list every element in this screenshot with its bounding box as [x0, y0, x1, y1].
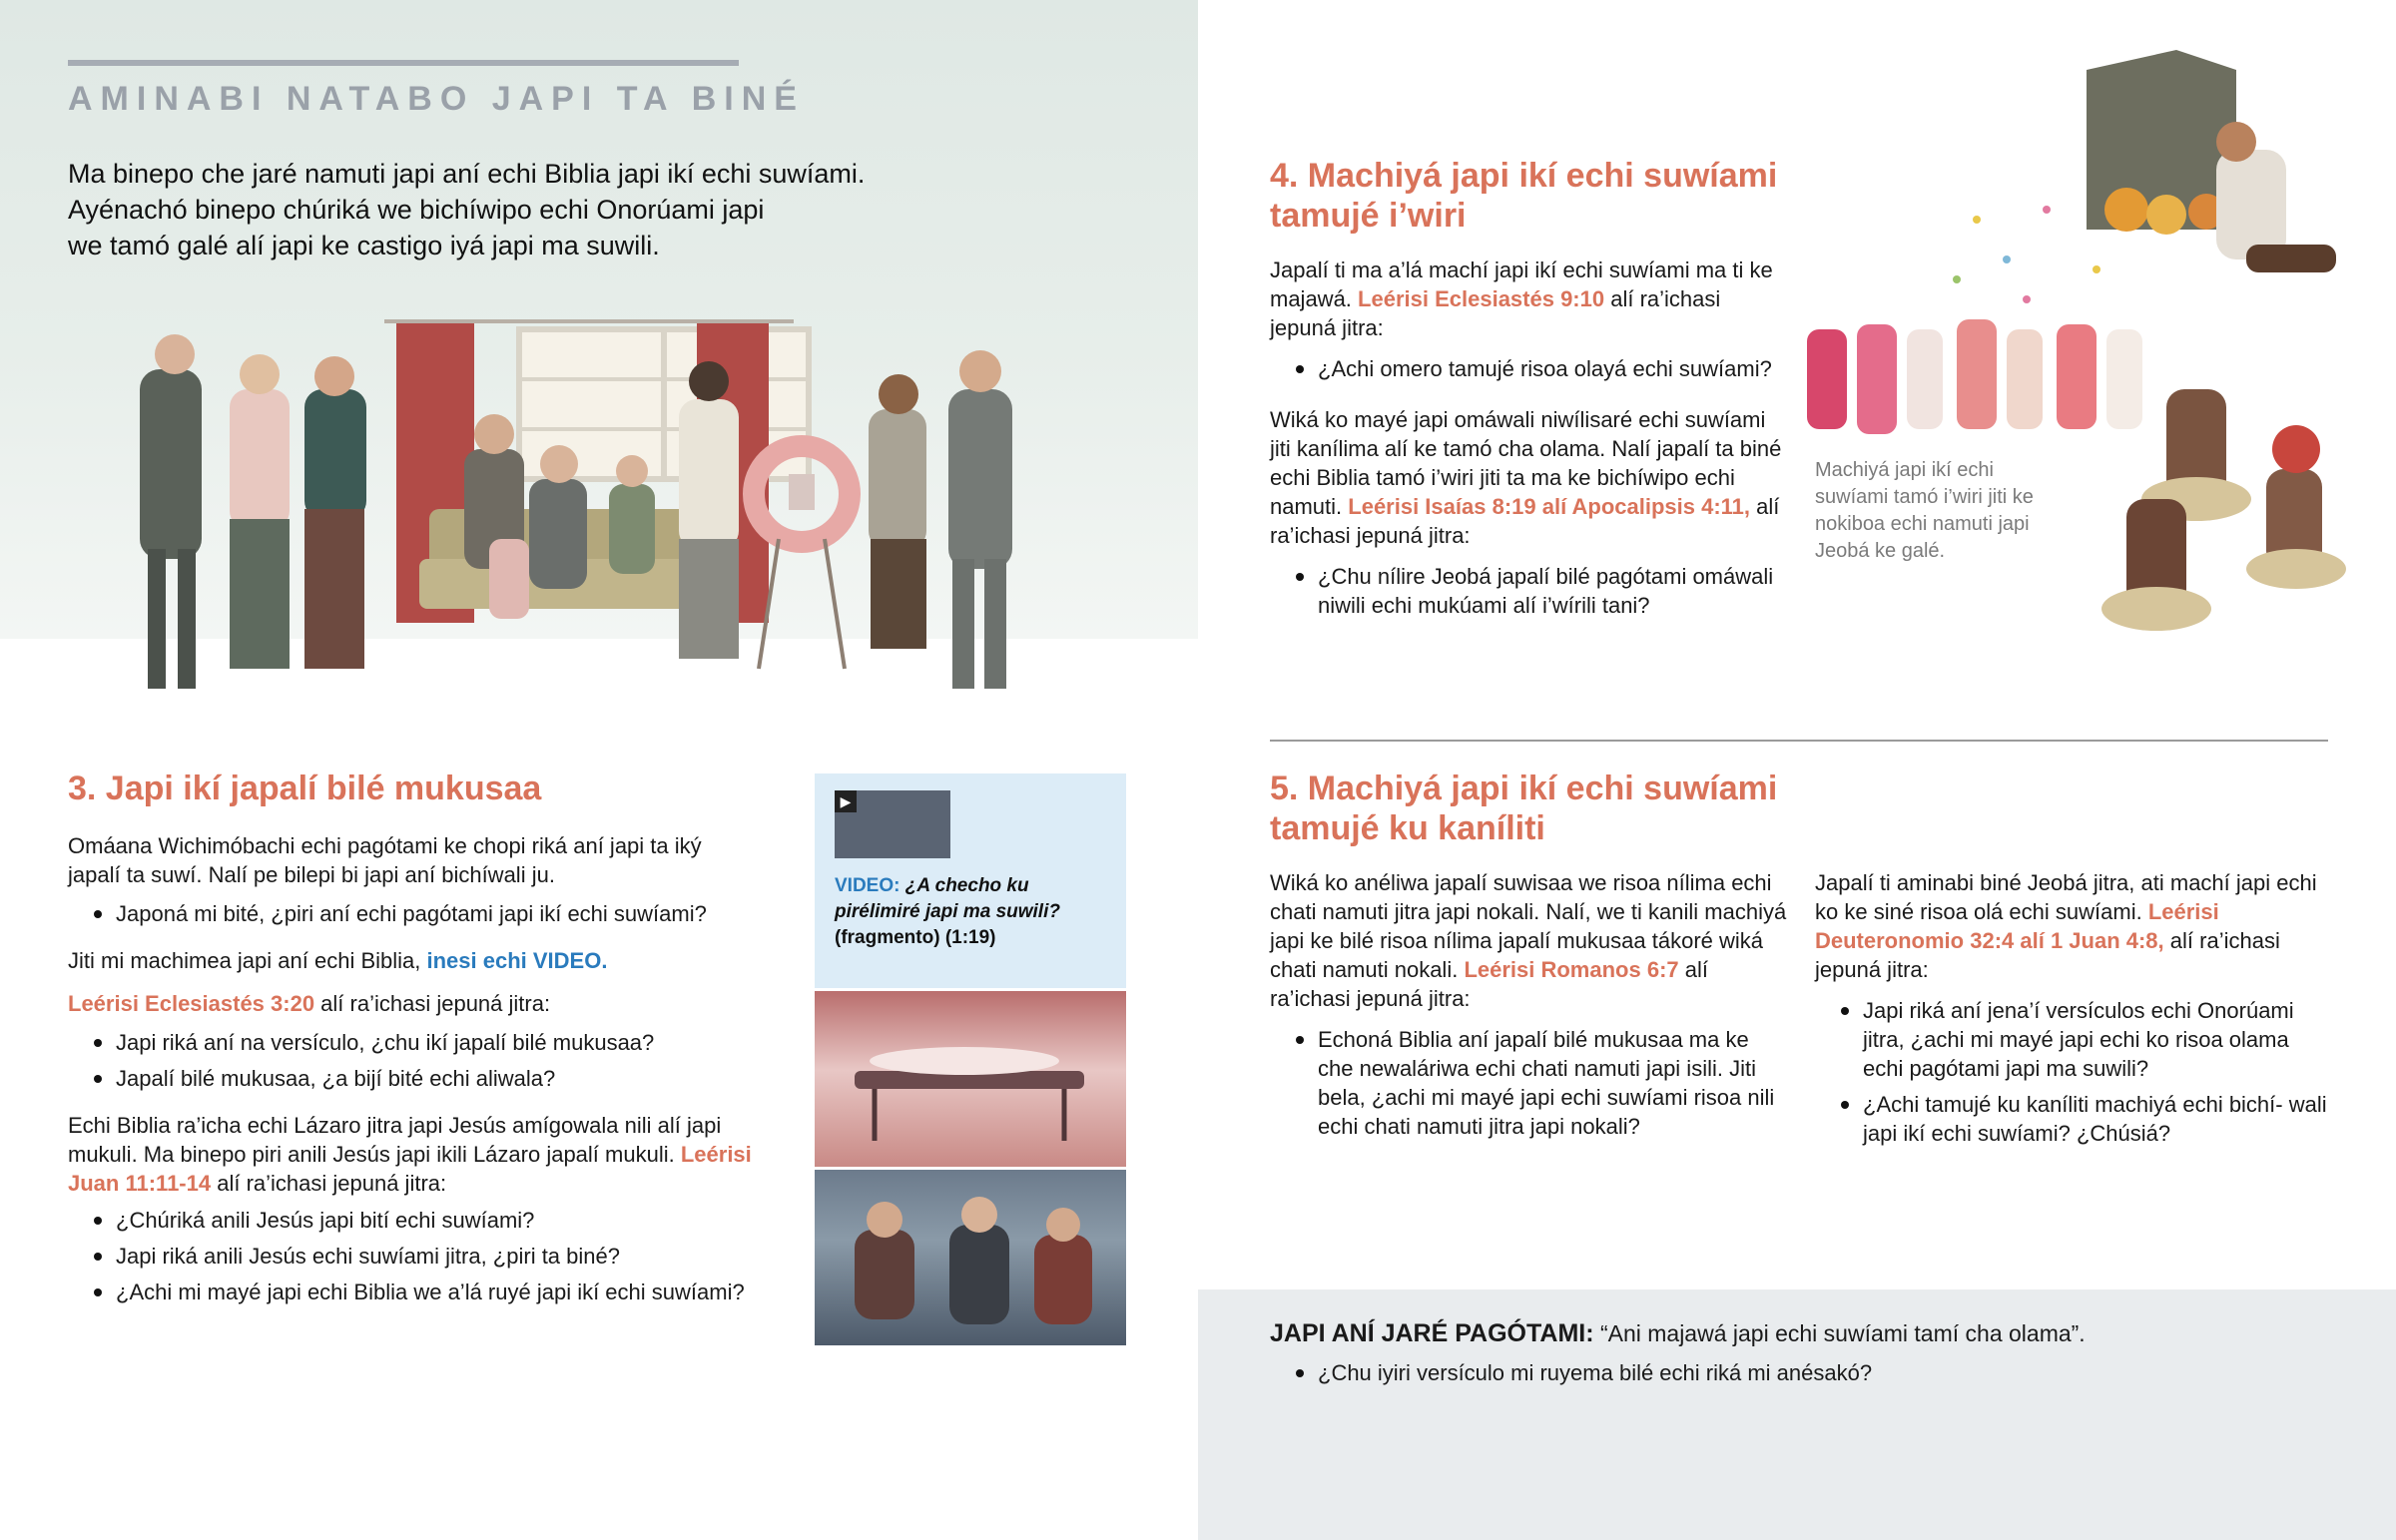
- paragraph: [1270, 868, 1789, 1013]
- question-item: ¿Achi tamujé ku kaníliti machiyá echi bichí- wali japi ikí echi suwíami? ¿Chúsiá?: [1815, 1090, 2334, 1148]
- intro-line: Ayénachó binepo chúriká we bichíwipo echi Onorúami japi: [68, 195, 765, 225]
- text: Japalí ti aminabi biné Jeobá jitra, ati machí japi echi ko ke siné risoa olá echi suwíami.: [1815, 870, 2317, 924]
- section-4-body: [1270, 256, 1789, 627]
- section-divider: [1270, 740, 2328, 742]
- paragraph: [1270, 256, 1789, 342]
- scripture-ref[interactable]: Leérisi Eclesiastés 3:20: [68, 991, 315, 1016]
- scripture-ref[interactable]: Leérisi Romanos 6:7: [1464, 957, 1679, 982]
- text: alí ra’ichasi jepuná jitra:: [314, 991, 551, 1016]
- section-3-title: 3. Japi ikí japalí bilé mukusaa: [68, 770, 542, 807]
- text: Japalí ti ma a’lá machí japi ikí echi suwíami ma ti ke majawá.: [1270, 257, 1773, 311]
- text: Wiká ko anéliwa japalí suwisaa we risoa nílima echi chati namuti jitra japi nokali. Nalí, we ti kanili machiyá japi ke bilé risoa nílima japalí mukusaa tákoré wiká chati namuti nokali.: [1270, 870, 1787, 982]
- intro-text: [68, 156, 966, 263]
- text: Jiti mi machimea japi aní echi Biblia,: [68, 948, 427, 973]
- video-prefix: VIDEO:: [835, 875, 905, 896]
- header-rule: [68, 60, 739, 66]
- scripture-ref[interactable]: Leérisi Eclesiastés 9:10: [1358, 286, 1605, 311]
- section-5-title: 5. Machiyá japi ikí echi suwíami tamujé ku kaníliti: [1270, 770, 1778, 847]
- paragraph: [68, 1111, 757, 1198]
- question-item: Japi riká aní na versículo, ¿chu ikí japalí bilé mukusaa?: [68, 1028, 757, 1057]
- objection-line: [1270, 1319, 2348, 1348]
- text: alí ra’ichasi jepuná jitra:: [1270, 957, 1708, 1011]
- question-item: ¿Chúriká anili Jesús japi bití echi suwíami?: [68, 1206, 757, 1235]
- scripture-ref[interactable]: Leérisi Juan 11:11-14: [68, 1142, 752, 1196]
- question-item: Echoná Biblia aní japalí bilé mukusaa ma ke che newaláriwa echi chati namuti japi isili. Jiti bela, ¿achi mi mayé japi echi suwíami risoa nili echi chati namuti jitra japi nokali?: [1270, 1025, 1789, 1141]
- video-thumbnail[interactable]: [835, 790, 950, 858]
- people-on-train-photo: [815, 1170, 1126, 1345]
- question-item: Japalí bilé mukusaa, ¿a bijí bité echi aliwala?: [68, 1064, 757, 1093]
- video-link[interactable]: inesi echi VIDEO.: [426, 948, 608, 973]
- scripture-ref[interactable]: Leérisi Isaías 8:19 alí Apocalipsis 4:11,: [1348, 494, 1751, 519]
- funeral-scene-illustration: [120, 309, 1078, 709]
- objection-content: [1270, 1319, 2348, 1394]
- text: Wiká ko mayé japi omáwali niwílisaré echi suwíami jiti kanílima alí ke tamó cha olama. Nalí japalí ta biné echi Biblia tamó i’wiri jiti ta ma ke bichíwipo echi namuti.: [1270, 407, 1782, 519]
- paragraph: [68, 989, 757, 1018]
- objection-label: JAPI ANÍ JARÉ PAGÓTAMI:: [1270, 1319, 1594, 1347]
- paragraph: [68, 946, 757, 975]
- paragraph: Omáana Wichimóbachi echi pagótami ke chopi riká aní japi ta iký japalí ta suwí. Nalí pe bilepi bi japi aní bichíwali ju.: [68, 833, 702, 887]
- video-label: [835, 873, 1114, 951]
- illustration-caption: Machiyá japi ikí echi suwíami tamó i’wiri jiti ke nokiboa echi namuti japi Jeobá ke galé.: [1815, 459, 2034, 562]
- cultural-practices-illustration: [1797, 30, 2396, 689]
- paragraph: [1815, 868, 2334, 984]
- question-item: ¿Chu nílire Jeobá japalí bilé pagótami omáwali niwili echi mukúami alí i’wírili tani?: [1270, 562, 1789, 620]
- text: alí ra’ichasi jepuná jitra:: [1815, 928, 2280, 982]
- text: alí ra’ichasi jepuná jitra:: [1270, 286, 1721, 340]
- intro-line: we tamó galé alí japi ke castigo iyá japi ma suwili.: [68, 231, 660, 260]
- section-5-left-column: [1270, 868, 1789, 1148]
- question-item: Japoná mi bité, ¿piri aní echi pagótami japi ikí echi suwíami?: [68, 899, 757, 928]
- scripture-ref[interactable]: Leérisi Deuteronomio 32:4 alí 1 Juan 4:8,: [1815, 899, 2219, 953]
- text: Echi Biblia ra’icha echi Lázaro jitra japi Jesús amígowala nili alí japi mukuli. Ma binepo piri anili Jesús japi ikili Lázaro japalí mukuli.: [68, 1113, 722, 1167]
- question-item: ¿Achi mi mayé japi echi Biblia we a’lá ruyé japi ikí echi suwíami?: [68, 1278, 757, 1306]
- question-item: Japi riká aní jena’í versículos echi Onorúami jitra, ¿achi mi mayé japi echi ko risoa olama echi pagótami japi ma suwili?: [1815, 996, 2334, 1083]
- text: alí ra’ichasi jepuná jitra:: [1270, 494, 1780, 548]
- section-3-body: [68, 831, 757, 1313]
- hospital-bed-photo: [815, 991, 1126, 1167]
- question-item: Japi riká anili Jesús echi suwíami jitra, ¿piri ta biné?: [68, 1242, 757, 1271]
- section-title: AMINABI NATABO JAPI TA BINÉ: [68, 80, 805, 118]
- paragraph: [1270, 405, 1789, 550]
- question-item: ¿Chu iyiri versículo mi ruyema bilé echi riká mi anésakó?: [1270, 1358, 2348, 1387]
- question-item: ¿Achi omero tamujé risoa olayá echi suwíami?: [1270, 354, 1789, 383]
- video-duration: (fragmento) (1:19): [835, 927, 996, 948]
- objection-quote: “Ani majawá japi echi suwíami tamí cha olama”.: [1593, 1320, 2086, 1346]
- intro-line: Ma binepo che jaré namuti japi aní echi Biblia japi ikí echi suwíami.: [68, 159, 866, 189]
- video-title: ¿A checho ku pirélimiré japi ma suwili?: [835, 875, 1060, 922]
- text: alí ra’ichasi jepuná jitra:: [211, 1171, 447, 1196]
- play-icon[interactable]: ▶: [835, 790, 857, 812]
- section-4-title: 4. Machiyá japi ikí echi suwíami tamujé i’wiri: [1270, 157, 1778, 235]
- section-5-right-column: [1815, 868, 2334, 1155]
